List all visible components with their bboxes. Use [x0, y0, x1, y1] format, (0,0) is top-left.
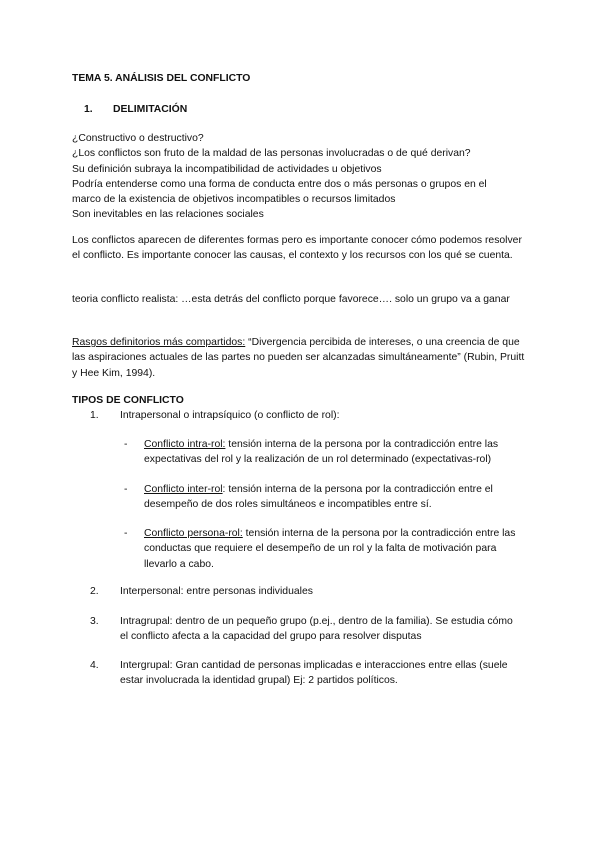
- paragraph-rasgos: [72, 335, 532, 381]
- subitem-inter-rol: [124, 482, 532, 513]
- section-title: DELIMITACIÓN: [113, 104, 188, 115]
- item-text: Intergrupal: Gran cantidad de personas implicadas e interacciones entre ellas (suele estar involucrada la identidad grupal) Ej: 2 partidos políticos.: [120, 660, 508, 687]
- item-text: Intrapersonal o intrapsíquico (o conflicto de rol):: [120, 410, 340, 421]
- intro-line: Su definición subraya la incompatibilidad de actividades u objetivos: [72, 163, 382, 175]
- intro-line: Podría entenderse como una forma de conducta entre dos o más personas o grupos en el: [72, 178, 487, 190]
- dash-bullet: -: [124, 484, 128, 495]
- subitem-text: tensión interna de la persona por la contradicción entre las expectativas del rol y la realización de un rol determinado (expectativas-rol): [144, 439, 499, 466]
- subitem-text: : tensión interna de la persona por la contradicción entre el desempeño de dos roles simultáneos e incompatibles entre sí.: [144, 484, 493, 511]
- section-heading-delimitacion: [72, 102, 532, 117]
- dash-bullet: -: [124, 528, 128, 539]
- rasgos-label: Rasgos definitorios más compartidos:: [72, 337, 246, 348]
- item-text: Intragrupal: dentro de un pequeño grupo (p.ej., dentro de la familia). Se estudia cómo el conflicto afecta a la capacidad del grupo para resolver disputas: [120, 616, 513, 643]
- intro-line: ¿Constructivo o destructivo?: [72, 133, 204, 144]
- rasgos-text: “Divergencia percibida de intereses, o una creencia de que las aspiraciones actuales de las partes no pueden ser alcanzadas simultáneamente” (Rubin, Pruitt y Hee Kim, 1994).: [72, 337, 525, 379]
- paragraph-forms: Los conflictos aparecen de diferentes formas pero es importante conocer cómo podemos resolver el conflicto. Es importante conocer las causas, el contexto y los recursos con los qué se cuenta.: [72, 235, 522, 262]
- item-number: 1.: [90, 410, 99, 421]
- subitem-intra-rol: [124, 437, 532, 468]
- document-title: TEMA 5. ANÁLISIS DEL CONFLICTO: [72, 73, 251, 84]
- subitem-label: Conflicto persona-rol:: [144, 528, 243, 539]
- item-text: Interpersonal: entre personas individuales: [120, 586, 313, 597]
- tipo-item-4: [90, 658, 520, 689]
- subitem-text: tensión interna de la persona por la contradicción entre las conductas que requiere el desempeño de un rol y la falta de motivación para llevarlo a cabo.: [144, 528, 516, 570]
- item-number: 3.: [90, 616, 99, 627]
- tipo-item-3: [90, 614, 520, 645]
- intro-line: Son inevitables en las relaciones sociales: [72, 209, 264, 221]
- subitem-label: Conflicto inter-rol: [144, 484, 223, 495]
- intro-line: marco de la existencia de objetivos incompatibles o recursos limitados: [72, 194, 396, 206]
- subitem-persona-rol: [124, 526, 532, 572]
- section-number: 1.: [84, 104, 93, 115]
- tipo-item-1: [90, 408, 520, 423]
- tipos-heading: TIPOS DE CONFLICTO: [72, 395, 184, 406]
- tipo-item-2: [90, 584, 520, 599]
- intro-block: [72, 131, 532, 223]
- item-number: 2.: [90, 586, 99, 597]
- paragraph-realista: teoria conflicto realista: …esta detrás del conflicto porque favorece…. solo un grupo va a ganar: [72, 294, 510, 305]
- subitem-label: Conflicto intra-rol:: [144, 439, 226, 450]
- item-number: 4.: [90, 660, 99, 671]
- dash-bullet: -: [124, 439, 128, 450]
- intro-line: ¿Los conflictos son fruto de la maldad de las personas involucradas o de qué derivan?: [72, 148, 471, 160]
